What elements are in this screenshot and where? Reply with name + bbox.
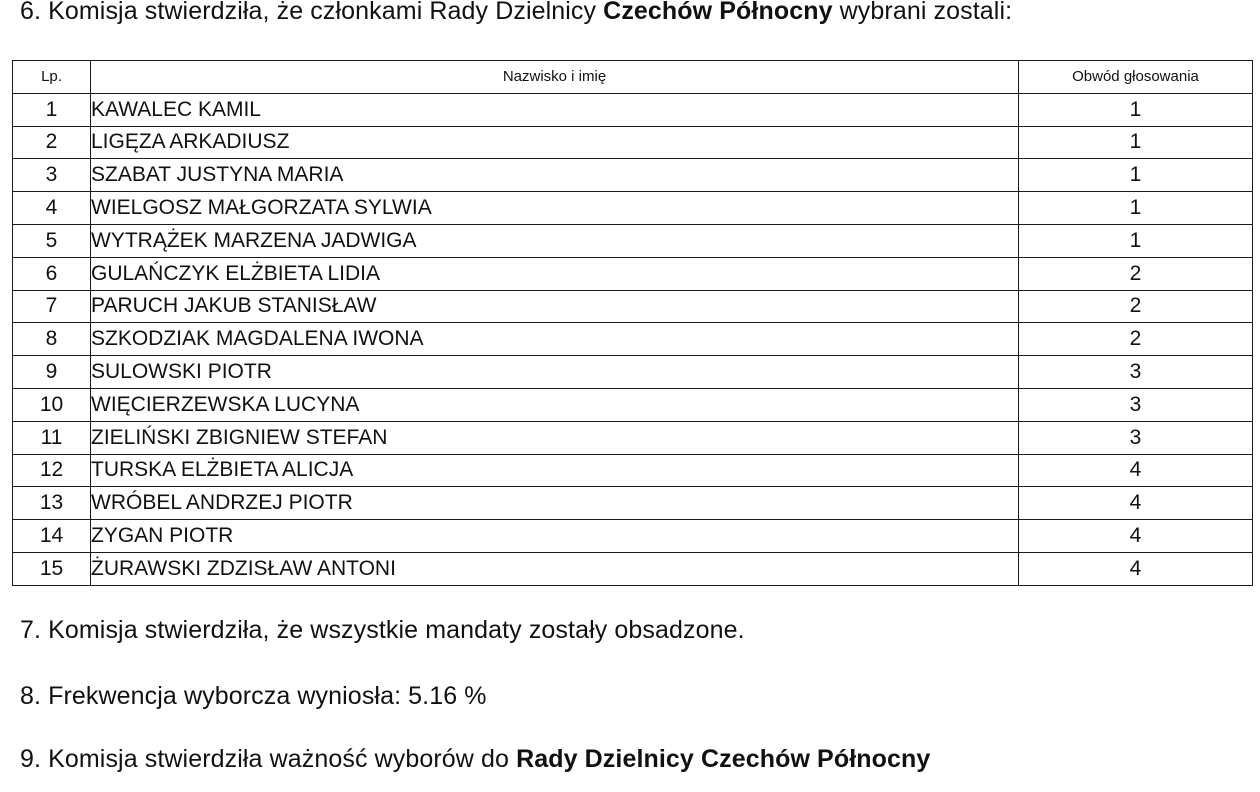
row-district: 2: [1019, 323, 1253, 356]
section-9-text: [20, 745, 930, 774]
section-6-suffix: wybrani zostali:: [832, 0, 1013, 25]
row-lp: 12: [13, 454, 91, 487]
row-name: ZYGAN PIOTR: [91, 520, 1019, 553]
table-row: [13, 126, 1253, 159]
section-9-prefix: 9. Komisja stwierdziła ważność wyborów do: [20, 745, 517, 773]
row-name: WIĘCIERZEWSKA LUCYNA: [91, 388, 1019, 421]
row-district: 4: [1019, 454, 1253, 487]
header-name: Nazwisko i imię: [91, 61, 1019, 94]
row-name: ZIELIŃSKI ZBIGNIEW STEFAN: [91, 421, 1019, 454]
row-lp: 2: [13, 126, 91, 159]
table-body: [13, 93, 1253, 585]
row-name: WRÓBEL ANDRZEJ PIOTR: [91, 487, 1019, 520]
row-district: 1: [1019, 126, 1253, 159]
row-name: WYTRĄŻEK MARZENA JADWIGA: [91, 224, 1019, 257]
row-lp: 6: [13, 257, 91, 290]
row-district: 1: [1019, 93, 1253, 126]
row-name: LIGĘZA ARKADIUSZ: [91, 126, 1019, 159]
row-lp: 5: [13, 224, 91, 257]
row-lp: 1: [13, 93, 91, 126]
table-row: [13, 388, 1253, 421]
row-district: 4: [1019, 520, 1253, 553]
table-row: [13, 257, 1253, 290]
section-8-text: 8. Frekwencja wyborcza wyniosła: 5.16 %: [20, 682, 487, 710]
row-name: PARUCH JAKUB STANISŁAW: [91, 290, 1019, 323]
row-lp: 9: [13, 356, 91, 389]
table-header-row: [13, 61, 1253, 94]
table-row: [13, 520, 1253, 553]
row-lp: 10: [13, 388, 91, 421]
row-district: 3: [1019, 356, 1253, 389]
row-name: SZKODZIAK MAGDALENA IWONA: [91, 323, 1019, 356]
table-row: [13, 290, 1253, 323]
table-row: [13, 487, 1253, 520]
row-lp: 11: [13, 421, 91, 454]
row-lp: 13: [13, 487, 91, 520]
row-district: 1: [1019, 224, 1253, 257]
table-row: [13, 159, 1253, 192]
row-name: SULOWSKI PIOTR: [91, 356, 1019, 389]
row-district: 4: [1019, 487, 1253, 520]
row-lp: 15: [13, 552, 91, 585]
table-row: [13, 224, 1253, 257]
row-district: 2: [1019, 257, 1253, 290]
row-district: 3: [1019, 388, 1253, 421]
table-row: [13, 454, 1253, 487]
row-name: KAWALEC KAMIL: [91, 93, 1019, 126]
row-lp: 4: [13, 192, 91, 225]
header-district: Obwód głosowania: [1019, 61, 1253, 94]
row-name: GULAŃCZYK ELŻBIETA LIDIA: [91, 257, 1019, 290]
elected-members-table: [12, 60, 1253, 586]
row-district: 1: [1019, 159, 1253, 192]
header-lp: Lp.: [13, 61, 91, 94]
row-district: 3: [1019, 421, 1253, 454]
row-lp: 7: [13, 290, 91, 323]
section-7-text: 7. Komisja stwierdziła, że wszystkie mandaty zostały obsadzone.: [20, 616, 745, 644]
section-6-prefix: 6. Komisja stwierdziła, że członkami Rady Dzielnicy: [20, 0, 604, 25]
table-row: [13, 323, 1253, 356]
section-6-district-name: Czechów Północny: [603, 0, 833, 25]
table-row: [13, 356, 1253, 389]
section-9-council-name: Rady Dzielnicy Czechów Północny: [516, 745, 931, 773]
row-lp: 8: [13, 323, 91, 356]
row-district: 1: [1019, 192, 1253, 225]
table-row: [13, 93, 1253, 126]
row-lp: 3: [13, 159, 91, 192]
row-lp: 14: [13, 520, 91, 553]
row-name: SZABAT JUSTYNA MARIA: [91, 159, 1019, 192]
table-row: [13, 192, 1253, 225]
row-name: ŻURAWSKI ZDZISŁAW ANTONI: [91, 552, 1019, 585]
row-district: 4: [1019, 552, 1253, 585]
section-6-heading: [20, 0, 1012, 26]
table-row: [13, 552, 1253, 585]
row-name: WIELGOSZ MAŁGORZATA SYLWIA: [91, 192, 1019, 225]
row-name: TURSKA ELŻBIETA ALICJA: [91, 454, 1019, 487]
row-district: 2: [1019, 290, 1253, 323]
table-row: [13, 421, 1253, 454]
